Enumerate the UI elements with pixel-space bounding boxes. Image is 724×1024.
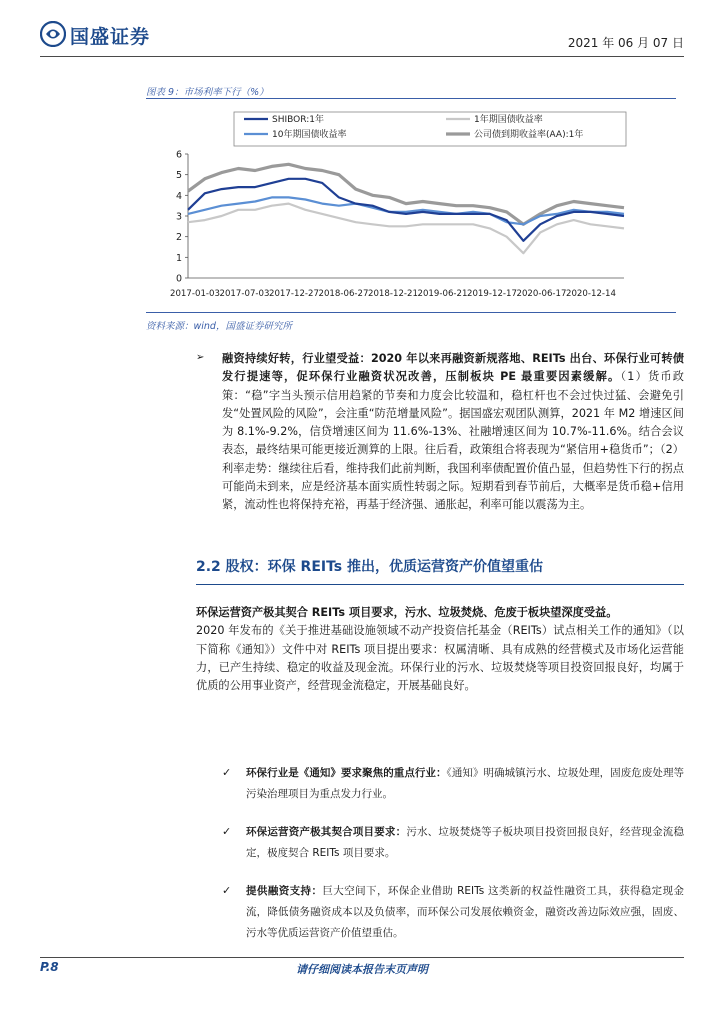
y-tick-label: 5 <box>175 170 182 182</box>
x-tick-label: 2019-12-17 <box>467 289 517 299</box>
x-tick-label: 2018-12-21 <box>368 289 418 299</box>
x-tick-label: 2017-01-03 <box>170 289 220 299</box>
logo-icon <box>40 21 66 47</box>
x-tick-label: 2017-07-03 <box>219 289 270 299</box>
y-tick-label: 4 <box>175 190 182 202</box>
paragraph-financing-lead: 融资持续好转，行业望受益：2020 年以来再融资新规落地、REITs 出台、环保行业可转债发行提速等，促环保行业融资状况改善，压制板块 PE 最重要因素缓解。 <box>222 352 684 384</box>
paragraph-financing-body: （1）货币政策：“稳”字当头预示信用趋紧的节奏和力度会比较温和，稳杠杆也不会过快过猛、会避免引发“处置风险的风险”，会注重“防范增量风险”。据国盛宏观团队测算，2021 年 M2 增速区间为 8.1%-9.2%，信贷增速区间为 11.6%-13%、社融增速区间为 10.7%-11.6%。结合会议表态，最终结果可能更接近测算的上限。往后看，政策组合将表现为“紧信用+稳货币”；（2）利率走势：继续往后看，维持我们此前判断，我国利率债配置价值凸显，但趋势性下行的拐点可能尚未到来，应是经济基本面实质性转弱之际。短期看到春节前后，大概率是货币稳+信用紧，流动性也将保持充裕，再基于经济强、通胀起，利率可能以震荡为主。 <box>222 370 684 512</box>
paragraph-reits-body: 2020 年发布的《关于推进基础设施领域不动产投资信托基金（REITs）试点相关工作的通知》（以下简称《通知》）文件中对 REITs 项目提出要求：权属清晰、具有成熟的经营模式及市场化运营能力，已产生持续、稳定的收益及现金流。环保行业的污水、垃圾焚烧等项目投资回报良好，均属于优质的公用事业资产，经营现金流稳定，开展基础良好。 <box>196 624 684 693</box>
figure-title: 图表 9：市场利率下行（%） <box>146 87 269 98</box>
x-tick-label: 2019-06-21 <box>417 289 468 299</box>
y-tick-label: 2 <box>175 232 182 244</box>
x-tick-label: 2020-06-17 <box>516 289 567 299</box>
paragraph-reits <box>196 604 684 695</box>
list-item <box>246 822 684 864</box>
list-item-lead: 提供融资支持： <box>246 885 323 897</box>
list-item-body: 巨大空间下，环保企业借助 REITs 这类新的权益性融资工具，获得稳定现金流，降低债务融资成本以及负债率，而环保公司发展依赖资金，融资改善边际效应强，固废、污水等优质运营资产价值望重估。 <box>246 885 684 939</box>
x-tick-label: 2017-12-27 <box>269 289 319 299</box>
section-divider <box>196 584 684 585</box>
check-icon: ✓ <box>222 884 232 897</box>
y-tick-label: 0 <box>175 273 182 285</box>
list-item <box>246 763 684 805</box>
list-item-lead: 环保运营资产极其契合项目要求： <box>246 826 407 838</box>
legend-label: SHIBOR:1年 <box>272 115 324 125</box>
footer-divider <box>40 957 684 958</box>
list-item <box>246 881 684 944</box>
paragraph-reits-lead: 环保运营资产极其契合 REITs 项目要求，污水、垃圾焚烧、危废于板块望深度受益。 <box>196 606 618 619</box>
paragraph-financing <box>222 350 684 515</box>
legend-label: 公司债到期收益率(AA):1年 <box>474 130 584 140</box>
y-tick-label: 1 <box>175 252 182 264</box>
logo-text: 国盛证券 <box>70 26 151 48</box>
figure-bottom-divider <box>146 312 676 313</box>
x-tick-label: 2020-12-14 <box>566 289 616 299</box>
check-icon: ✓ <box>222 766 232 779</box>
legend-label: 10年期国债收益率 <box>272 130 347 140</box>
figure-source: 资料来源：wind，国盛证券研究所 <box>146 321 292 332</box>
report-date: 2021 年 06 月 07 日 <box>567 36 684 50</box>
list-item-lead: 环保行业是《通知》要求聚焦的重点行业： <box>246 767 447 779</box>
section-title: 2.2 股权：环保 REITs 推出，优质运营资产价值望重估 <box>196 559 543 575</box>
rate-line-chart <box>146 104 676 310</box>
page-header <box>0 0 724 62</box>
legend-label: 1年期国债收益率 <box>474 115 543 125</box>
y-tick-label: 6 <box>175 149 182 161</box>
page-number: P.8 <box>40 960 59 974</box>
disclaimer-note: 请仔细阅读本报告末页声明 <box>296 963 428 976</box>
check-icon: ✓ <box>222 825 232 838</box>
figure-title-divider <box>146 98 676 99</box>
y-tick-label: 3 <box>175 211 182 223</box>
list-item-body: 《通知》明确城镇污水、垃圾处理，固废危废处理等污染治理项目为重点发力行业。 <box>246 767 685 800</box>
list-item-body: 污水、垃圾焚烧等子板块项目投资回报良好，经营现金流稳定，极度契合 REITs 项目要求。 <box>246 826 684 859</box>
header-divider <box>40 56 684 57</box>
x-tick-label: 2018-06-27 <box>318 289 369 299</box>
arrow-bullet-icon: ➢ <box>196 352 205 363</box>
